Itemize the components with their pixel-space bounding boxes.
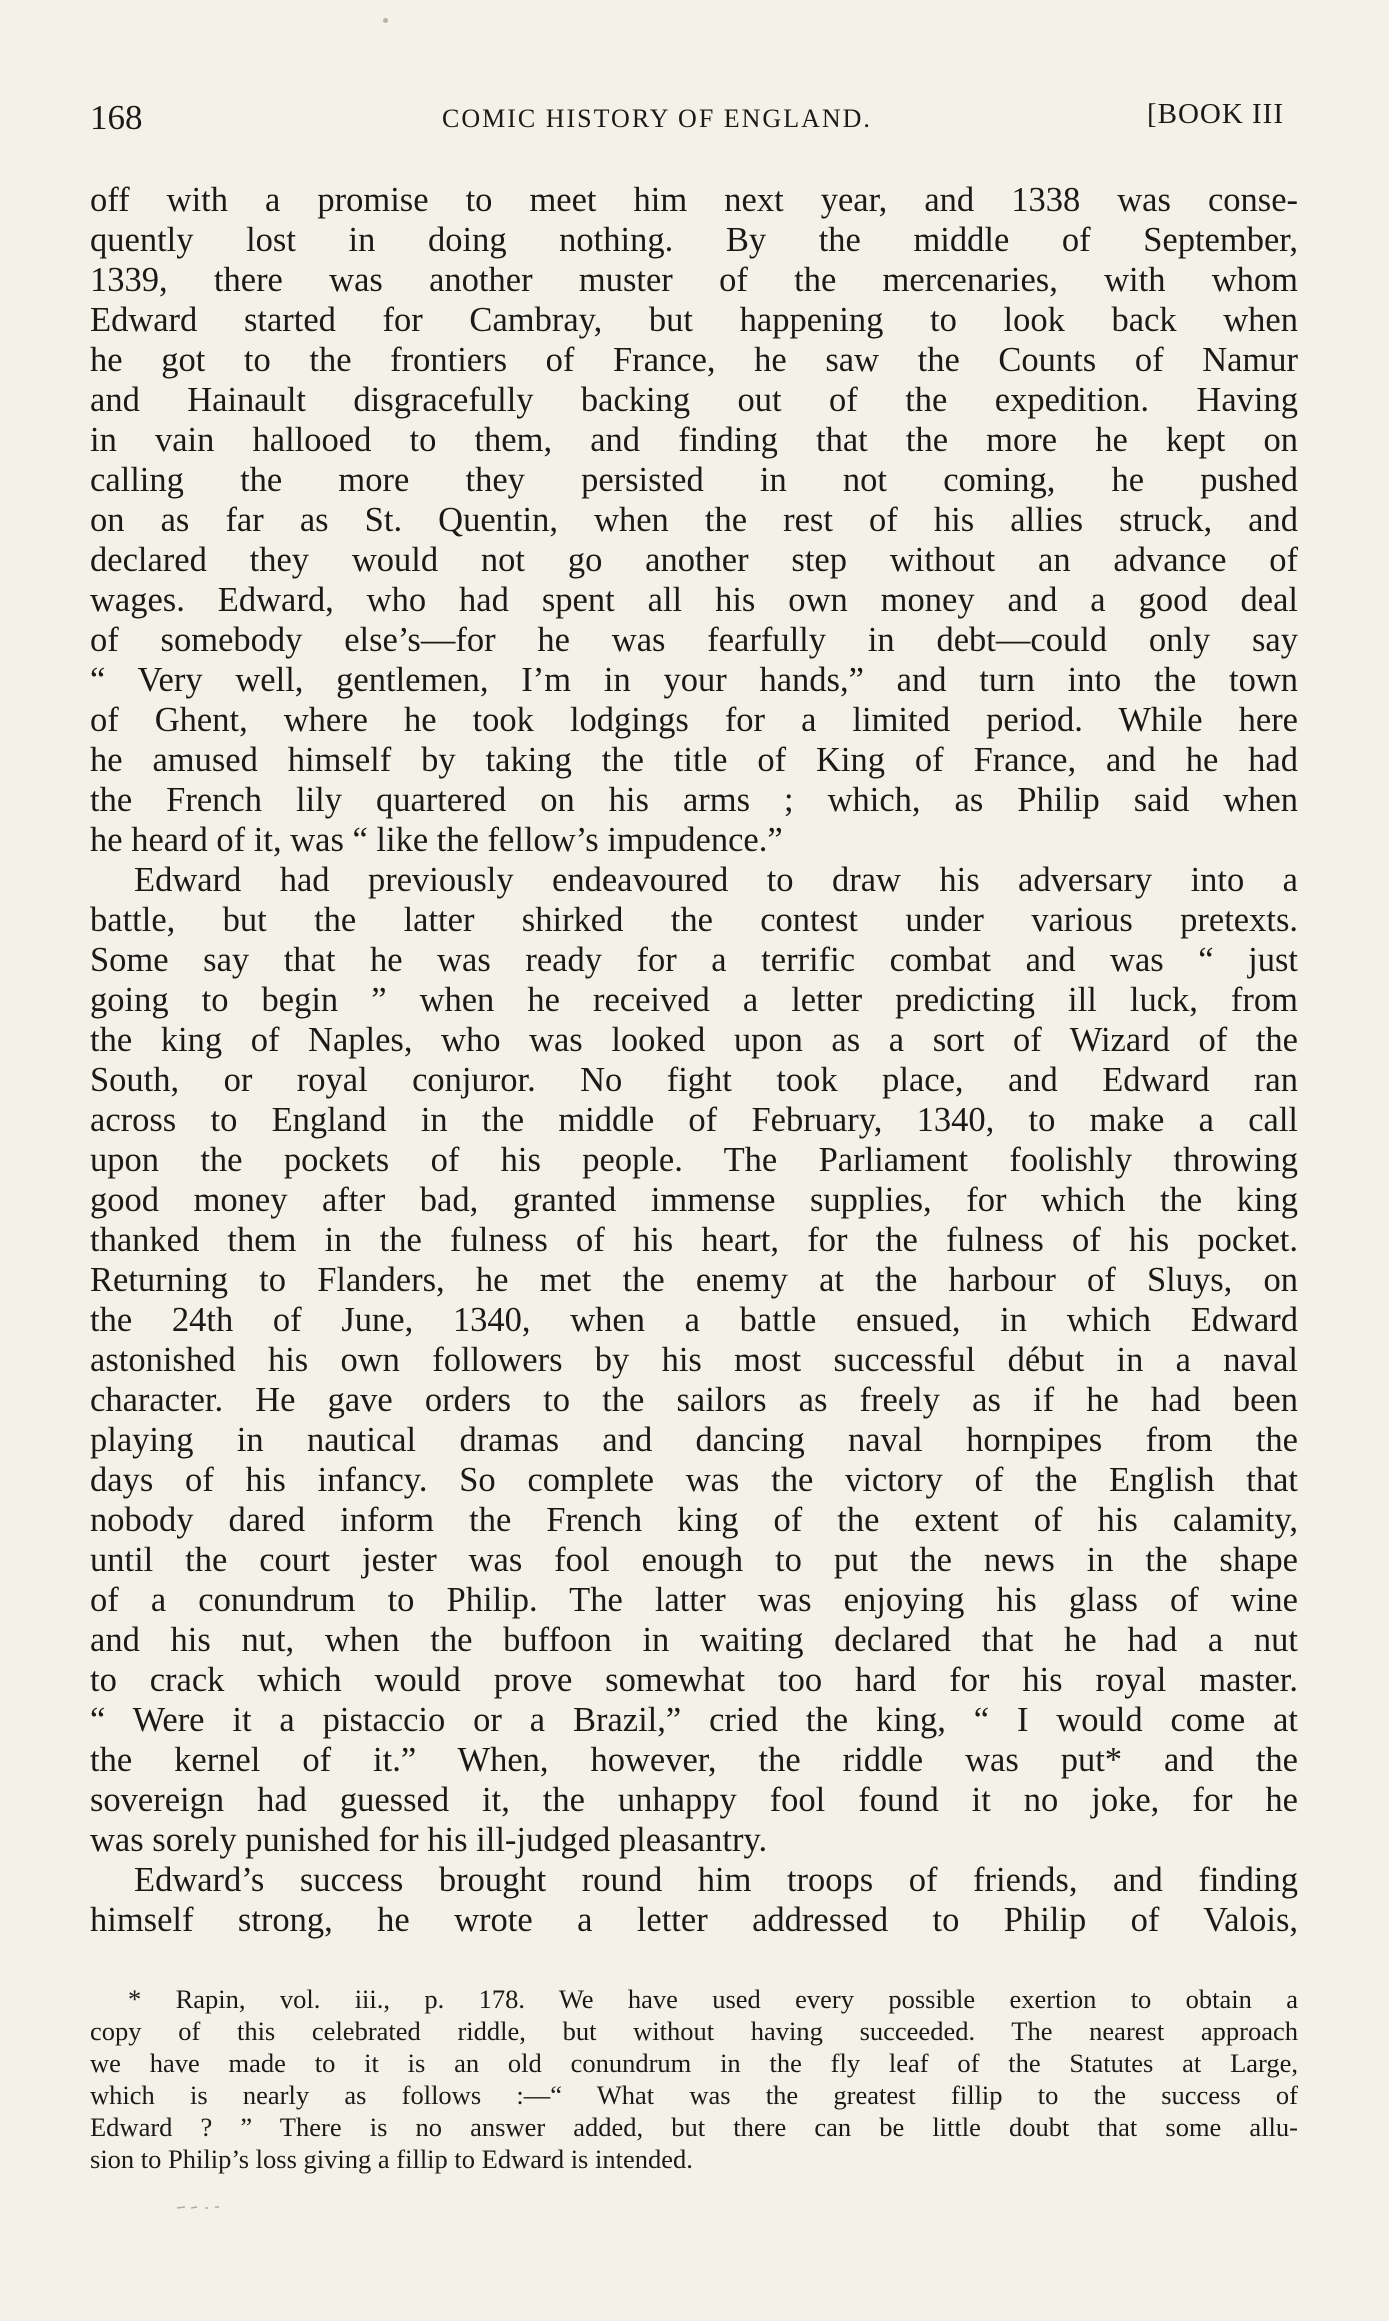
running-head (90, 98, 1292, 142)
running-title: COMIC HISTORY OF ENGLAND. (442, 104, 872, 133)
text-line: the French lily quartered on his arms ; which, as Philip said when (90, 781, 1298, 819)
footnote-line: * Rapin, vol. iii., p. 178. We have used every possible exertion to obtain a (128, 1984, 1298, 2014)
main-text (90, 180, 1298, 1940)
text-line: wages. Edward, who had spent all his own money and a good deal (90, 581, 1298, 619)
text-line: good money after bad, granted immense supplies, for which the king (90, 1181, 1298, 1219)
text-line: declared they would not go another step without an advance of (90, 541, 1298, 579)
footnote-line: we have made to it is an old conundrum in the fly leaf of the Statutes at Large, (90, 2048, 1298, 2078)
text-line: nobody dared inform the French king of the extent of his calamity, (90, 1501, 1298, 1539)
text-line: the king of Naples, who was looked upon as a sort of Wizard of the (90, 1021, 1298, 1059)
paper-speck (383, 18, 388, 23)
text-line: to crack which would prove somewhat too hard for his royal master. (90, 1661, 1298, 1699)
text-line: the kernel of it.” When, however, the riddle was put* and the (90, 1741, 1298, 1779)
text-line: playing in nautical dramas and dancing naval hornpipes from the (90, 1421, 1298, 1459)
text-line: himself strong, he wrote a letter addressed to Philip of Valois, (90, 1901, 1298, 1939)
text-line: off with a promise to meet him next year, and 1338 was conse- (90, 181, 1298, 219)
print-smudge (175, 2203, 235, 2211)
footnote-line: which is nearly as follows :—“ What was the greatest fillip to the success of (90, 2080, 1298, 2110)
text-line: was sorely punished for his ill-judged pleasantry. (90, 1821, 768, 1859)
text-line: Some say that he was ready for a terrific combat and was “ just (90, 941, 1298, 979)
text-line: astonished his own followers by his most successful début in a naval (90, 1341, 1298, 1379)
footnote (90, 1983, 1298, 2175)
text-line: Edward started for Cambray, but happening to look back when (90, 301, 1298, 339)
text-line: 1339, there was another muster of the mercenaries, with whom (90, 261, 1298, 299)
text-line: sovereign had guessed it, the unhappy fool found it no joke, for he (90, 1781, 1298, 1819)
text-line: he got to the frontiers of France, he saw the Counts of Namur (90, 341, 1298, 379)
text-line: thanked them in the fulness of his heart, for the fulness of his pocket. (90, 1221, 1298, 1259)
footnote-line: sion to Philip’s loss giving a fillip to Edward is intended. (90, 2144, 693, 2174)
text-line: of a conundrum to Philip. The latter was enjoying his glass of wine (90, 1581, 1298, 1619)
text-line: going to begin ” when he received a letter predicting ill luck, from (90, 981, 1298, 1019)
text-line: calling the more they persisted in not coming, he pushed (90, 461, 1298, 499)
text-line: battle, but the latter shirked the contest under various pretexts. (90, 901, 1298, 939)
text-line: until the court jester was fool enough to put the news in the shape (90, 1541, 1298, 1579)
paragraph-start-line: Edward’s success brought round him troops of friends, and finding (134, 1861, 1298, 1899)
text-line: of Ghent, where he took lodgings for a limited period. While here (90, 701, 1298, 739)
page-number: 168 (90, 98, 143, 137)
footnote-line: Edward ? ” There is no answer added, but there can be little doubt that some allu- (90, 2112, 1298, 2142)
paragraph-start-line: Edward had previously endeavoured to draw his adversary into a (134, 861, 1298, 899)
book-label: [BOOK III (1146, 98, 1284, 130)
text-line: and his nut, when the buffoon in waiting declared that he had a nut (90, 1621, 1298, 1659)
text-line: across to England in the middle of February, 1340, to make a call (90, 1101, 1298, 1139)
text-line: quently lost in doing nothing. By the middle of September, (90, 221, 1298, 259)
text-line: “ Very well, gentlemen, I’m in your hands,” and turn into the town (90, 661, 1298, 699)
footnote-line: copy of this celebrated riddle, but without having succeeded. The nearest approach (90, 2016, 1298, 2046)
text-line: “ Were it a pistaccio or a Brazil,” cried the king, “ I would come at (90, 1701, 1298, 1739)
text-line: on as far as St. Quentin, when the rest of his allies struck, and (90, 501, 1298, 539)
text-line: upon the pockets of his people. The Parliament foolishly throwing (90, 1141, 1298, 1179)
text-line: he amused himself by taking the title of King of France, and he had (90, 741, 1298, 779)
text-line: South, or royal conjuror. No fight took place, and Edward ran (90, 1061, 1298, 1099)
text-line: Returning to Flanders, he met the enemy at the harbour of Sluys, on (90, 1261, 1298, 1299)
text-line: character. He gave orders to the sailors as freely as if he had been (90, 1381, 1298, 1419)
text-line: of somebody else’s—for he was fearfully in debt—could only say (90, 621, 1298, 659)
text-line: the 24th of June, 1340, when a battle ensued, in which Edward (90, 1301, 1298, 1339)
text-line: he heard of it, was “ like the fellow’s impudence.” (90, 821, 783, 859)
text-line: and Hainault disgracefully backing out of the expedition. Having (90, 381, 1298, 419)
text-line: days of his infancy. So complete was the victory of the English that (90, 1461, 1298, 1499)
text-line: in vain hallooed to them, and finding that the more he kept on (90, 421, 1298, 459)
